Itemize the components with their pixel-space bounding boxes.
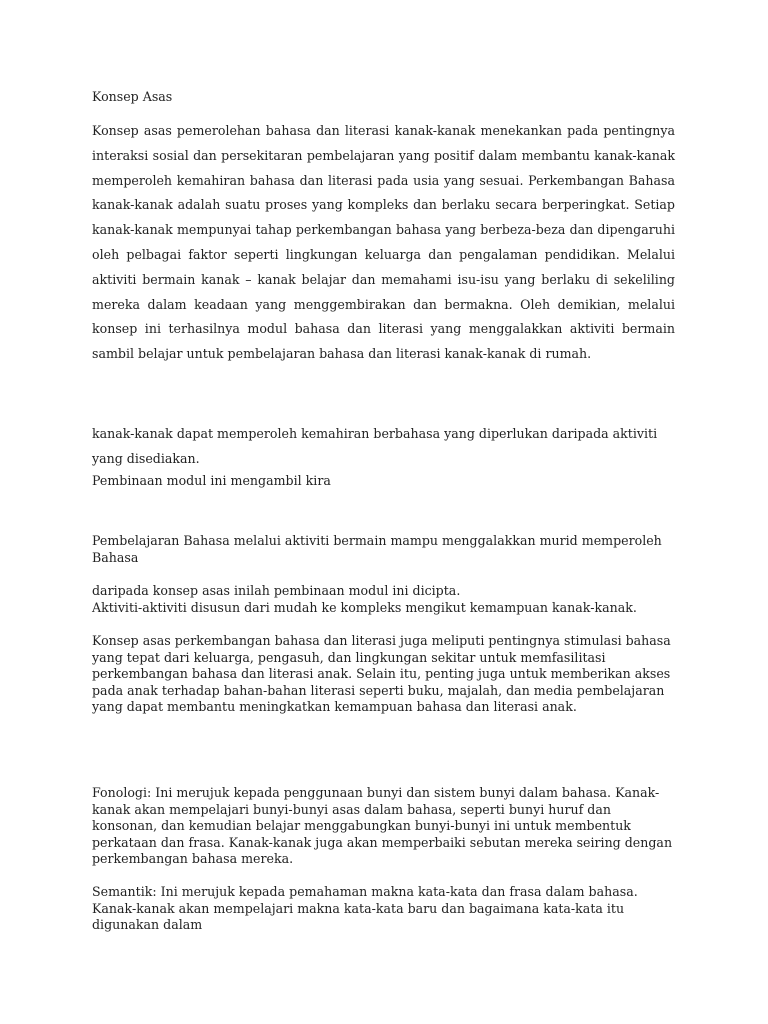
paragraph-fonologi: Fonologi: Ini merujuk kepada penggunaan bunyi dan sistem bunyi dalam bahasa. Kanak-kanak akan mempelajari bunyi-bunyi asas dalam bahasa, seperti bunyi huruf dan konsonan, dan kemudian belajar menggabungkan bunyi-bunyi ini untuk membentuk perkataan dan frasa. Kanak-kanak juga akan memperbaiki sebutan mereka seiring dengan perkembangan bahasa mereka. [92, 785, 673, 866]
document-title: Konsep Asas [92, 89, 173, 104]
paragraph-konsep-asas: Konsep asas pemerolehan bahasa dan literasi kanak-kanak menekankan pada pentingnya interaksi sosial dan persekitaran pembelajaran yang positif dalam membantu kanak-kanak memperoleh kemahiran bahasa dan literasi pada usia yang sesuai. Perkembangan Bahasa kanak-kanak adalah suatu proses yang kompleks dan berlaku secara berperingkat. Setiap kanak-kanak mempunyai tahap perkembangan bahasa yang berbeza-beza dan dipengaruhi oleh pelbagai faktor seperti lingkungan keluarga dan pengalaman pendidikan. Melalui aktiviti bermain kanak – kanak belajar dan memahami isu-isu yang berlaku di sekeliling mereka dalam keadaan yang menggembirakan dan bermakna. Oleh demikian, melalui konsep ini terhasilnya modul bahasa dan literasi yang menggalakkan aktiviti bermain sambil belajar untuk pembelajaran bahasa dan literasi kanak-kanak di rumah. [92, 123, 675, 362]
paragraph-pembelajaran-bahasa: Pembelajaran Bahasa melalui aktiviti bermain mampu menggalakkan murid memperoleh Bahasa [92, 533, 662, 565]
paragraph-pembinaan-modul: Pembinaan modul ini mengambil kira [92, 473, 331, 488]
paragraph-konsep-modul: daripada konsep asas inilah pembinaan modul ini dicipta. Aktiviti-aktiviti disusun dari mudah ke kompleks mengikut kemampuan kanak-kanak. [92, 583, 637, 615]
paragraph-kemahiran-berbahasa: kanak-kanak dapat memperoleh kemahiran berbahasa yang diperlukan daripada aktiviti yang disediakan. [92, 426, 658, 466]
paragraph-semantik: Semantik: Ini merujuk kepada pemahaman makna kata-kata dan frasa dalam bahasa. Kanak-kanak akan mempelajari makna kata-kata baru dan bagaimana kata-kata itu digunakan dalam [92, 884, 638, 932]
paragraph-perkembangan-literasi: Konsep asas perkembangan bahasa dan literasi juga meliputi pentingnya stimulasi bahasa yang tepat dari keluarga, pengasuh, dan lingkungan sekitar untuk memfasilitasi perkembangan bahasa dan literasi anak. Selain itu, penting juga untuk memberikan akses pada anak terhadap bahan-bahan literasi seperti buku, majalah, dan media pembelajaran yang dapat membantu meningkatkan kemampuan bahasa dan literasi anak. [92, 633, 671, 714]
